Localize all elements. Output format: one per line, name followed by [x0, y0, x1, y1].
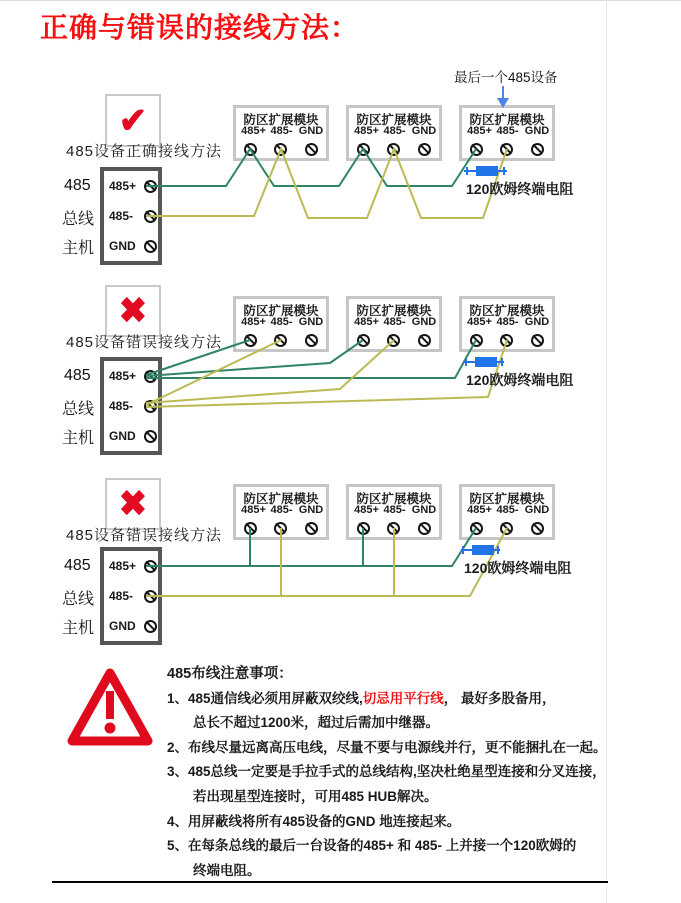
- screw-terminal-icon: [144, 430, 157, 443]
- terminal-label-485minus: 485-: [270, 504, 293, 516]
- screw-terminal-icon: [470, 522, 483, 535]
- resistor-label: 120欧姆终端电阻: [464, 560, 572, 576]
- diagram2-caption: 485设备错误接线方法: [66, 334, 223, 351]
- screw-terminal-icon: [357, 334, 370, 347]
- module-box: [346, 105, 442, 161]
- module-title: 防区扩展模块: [243, 492, 319, 506]
- terminal-label-485plus: 485+: [467, 504, 492, 516]
- module-box-last-device: [459, 105, 555, 161]
- host-terminal-label: 485+: [109, 179, 137, 193]
- terminal-label-485minus: 485-: [383, 125, 406, 137]
- screw-terminal-icon: [274, 334, 287, 347]
- host-terminal-row: [109, 209, 157, 223]
- module-box: [233, 105, 329, 161]
- notes-heading: 485布线注意事项：: [167, 666, 293, 682]
- module-box-last-device: [459, 484, 555, 540]
- host-terminal-label: GND: [109, 239, 136, 253]
- screw-terminal-icon: [418, 143, 431, 156]
- host-terminal-row: [109, 429, 157, 443]
- terminal-label-485minus: 485-: [496, 316, 519, 328]
- warning-triangle-icon: [66, 666, 154, 750]
- screw-terminal-icon: [531, 143, 544, 156]
- screw-terminal-icon: [305, 334, 318, 347]
- screw-terminal-icon: [357, 143, 370, 156]
- module-box: [233, 296, 329, 352]
- module-title: 防区扩展模块: [469, 304, 545, 318]
- terminal-label-485plus: 485+: [467, 125, 492, 137]
- note-item-5-cont: 终端电阻。: [193, 862, 261, 878]
- host-side-label: 485: [64, 557, 91, 574]
- host-terminal-label: GND: [109, 619, 136, 633]
- host-side-label: 主机: [62, 240, 95, 257]
- note-item-1: [167, 687, 647, 712]
- note-item-1-cont: 总长不超过1200米，超过后需加中继器。: [193, 715, 440, 731]
- wrong-mark-box: [105, 285, 161, 337]
- diagram3-caption: 485设备错误接线方法: [66, 527, 223, 544]
- screw-terminal-icon: [531, 334, 544, 347]
- host-terminal-row: [109, 619, 157, 633]
- screw-terminal-icon: [144, 560, 157, 573]
- host-terminal-label: 485-: [109, 209, 134, 223]
- terminal-label-gnd: GND: [524, 125, 550, 137]
- screw-terminal-icon: [470, 334, 483, 347]
- terminal-label-gnd: GND: [411, 125, 437, 137]
- screw-terminal-icon: [357, 522, 370, 535]
- note-text: 1、485通信线必须用屏蔽双绞线,: [167, 690, 363, 706]
- host-terminal-label: GND: [109, 429, 136, 443]
- cross-icon: ✖: [118, 484, 148, 524]
- screw-terminal-icon: [418, 334, 431, 347]
- host-terminal-row: [109, 589, 157, 603]
- note-item-5: 5、在每条总线的最后一台设备的485+ 和 485- 上并接一个120欧姆的: [167, 838, 577, 854]
- terminal-label-485minus: 485-: [383, 316, 406, 328]
- top-edge-line: [0, 0, 681, 1]
- host-side-label: 总线: [62, 591, 95, 608]
- host-side-label: 总线: [62, 211, 95, 228]
- note-item-2: 2、布线尽量远离高压电线，尽量不要与电源线并行，更不能捆扎在一起。: [167, 739, 607, 755]
- screw-terminal-icon: [531, 522, 544, 535]
- module-title: 防区扩展模块: [243, 304, 319, 318]
- host-terminal-label: 485-: [109, 399, 134, 413]
- screw-terminal-icon: [500, 334, 513, 347]
- module-title: 防区扩展模块: [243, 113, 319, 127]
- host-side-label: 485: [64, 367, 91, 384]
- cross-icon: ✖: [118, 291, 148, 331]
- host-terminal-label: 485-: [109, 589, 134, 603]
- screw-terminal-icon: [144, 590, 157, 603]
- note-text-red: 切忌用平行线: [362, 690, 444, 706]
- terminal-label-gnd: GND: [411, 504, 437, 516]
- module-box: [346, 484, 442, 540]
- host-terminal-row: [109, 179, 157, 193]
- screw-terminal-icon: [418, 522, 431, 535]
- terminal-label-485plus: 485+: [354, 125, 379, 137]
- terminal-resistor-icon: [464, 357, 504, 367]
- terminal-label-485plus: 485+: [354, 316, 379, 328]
- terminal-label-485plus: 485+: [241, 125, 266, 137]
- terminal-label-485plus: 485+: [241, 504, 266, 516]
- terminal-label-485minus: 485-: [270, 125, 293, 137]
- screw-terminal-icon: [144, 400, 157, 413]
- module-title: 防区扩展模块: [469, 113, 545, 127]
- terminal-label-485plus: 485+: [467, 316, 492, 328]
- host-terminal-label: 485+: [109, 559, 137, 573]
- host-terminal-row: [109, 369, 157, 383]
- host-box: [100, 167, 162, 265]
- note-item-3-cont: 若出现星型连接时，可用485 HUB解决。: [193, 788, 438, 804]
- host-side-label: 485: [64, 177, 91, 194]
- check-icon: ✔: [118, 100, 148, 141]
- terminal-label-485minus: 485-: [496, 125, 519, 137]
- module-box: [346, 296, 442, 352]
- screw-terminal-icon: [470, 143, 483, 156]
- terminal-resistor-icon: [464, 166, 507, 176]
- last-device-label: 最后一个485设备: [454, 70, 558, 85]
- host-side-label: 主机: [62, 620, 95, 637]
- terminal-label-485minus: 485-: [496, 504, 519, 516]
- module-title: 防区扩展模块: [469, 492, 545, 506]
- host-side-label: 总线: [62, 401, 95, 418]
- screw-terminal-icon: [144, 210, 157, 223]
- wiring-notes: [167, 662, 647, 883]
- terminal-label-gnd: GND: [298, 316, 324, 328]
- screw-terminal-icon: [144, 370, 157, 383]
- host-side-label: 主机: [62, 430, 95, 447]
- resistor-label: 120欧姆终端电阻: [466, 181, 574, 197]
- screw-terminal-icon: [305, 143, 318, 156]
- host-terminal-label: 485+: [109, 369, 137, 383]
- screw-terminal-icon: [274, 522, 287, 535]
- screw-terminal-icon: [387, 334, 400, 347]
- terminal-label-gnd: GND: [298, 125, 324, 137]
- note-text: ， 最好多股备用，: [443, 690, 556, 706]
- note-item-3: 3、485总线一定要是手拉手式的总线结构,坚决杜绝星型连接和分叉连接，: [167, 764, 606, 780]
- module-title: 防区扩展模块: [356, 492, 432, 506]
- wrong-mark-box: [105, 478, 161, 530]
- resistor-label: 120欧姆终端电阻: [466, 372, 574, 388]
- page-title: 正确与错误的接线方法：: [40, 12, 360, 43]
- screw-terminal-icon: [144, 620, 157, 633]
- screw-terminal-icon: [244, 522, 257, 535]
- terminal-label-485minus: 485-: [383, 504, 406, 516]
- screw-terminal-icon: [387, 522, 400, 535]
- screw-terminal-icon: [144, 180, 157, 193]
- host-terminal-row: [109, 559, 157, 573]
- module-title: 防区扩展模块: [356, 113, 432, 127]
- note-item-4: 4、用屏蔽线将所有485设备的GND 地连接起来。: [167, 813, 461, 829]
- host-box: [100, 547, 162, 645]
- module-box: [233, 484, 329, 540]
- terminal-label-gnd: GND: [298, 504, 324, 516]
- terminal-label-485plus: 485+: [241, 316, 266, 328]
- screw-terminal-icon: [500, 143, 513, 156]
- screw-terminal-icon: [500, 522, 513, 535]
- terminal-label-gnd: GND: [524, 504, 550, 516]
- terminal-label-485minus: 485-: [270, 316, 293, 328]
- terminal-label-gnd: GND: [411, 316, 437, 328]
- host-terminal-row: [109, 399, 157, 413]
- module-title: 防区扩展模块: [356, 304, 432, 318]
- terminal-label-485plus: 485+: [354, 504, 379, 516]
- screw-terminal-icon: [305, 522, 318, 535]
- screw-terminal-icon: [244, 143, 257, 156]
- screw-terminal-icon: [144, 240, 157, 253]
- diagram1-caption: 485设备正确接线方法: [66, 143, 223, 160]
- terminal-resistor-icon: [461, 545, 500, 555]
- screw-terminal-icon: [274, 143, 287, 156]
- host-box: [100, 357, 162, 455]
- screw-terminal-icon: [387, 143, 400, 156]
- host-terminal-row: [109, 239, 157, 253]
- terminal-label-gnd: GND: [524, 316, 550, 328]
- screw-terminal-icon: [244, 334, 257, 347]
- module-box-last-device: [459, 296, 555, 352]
